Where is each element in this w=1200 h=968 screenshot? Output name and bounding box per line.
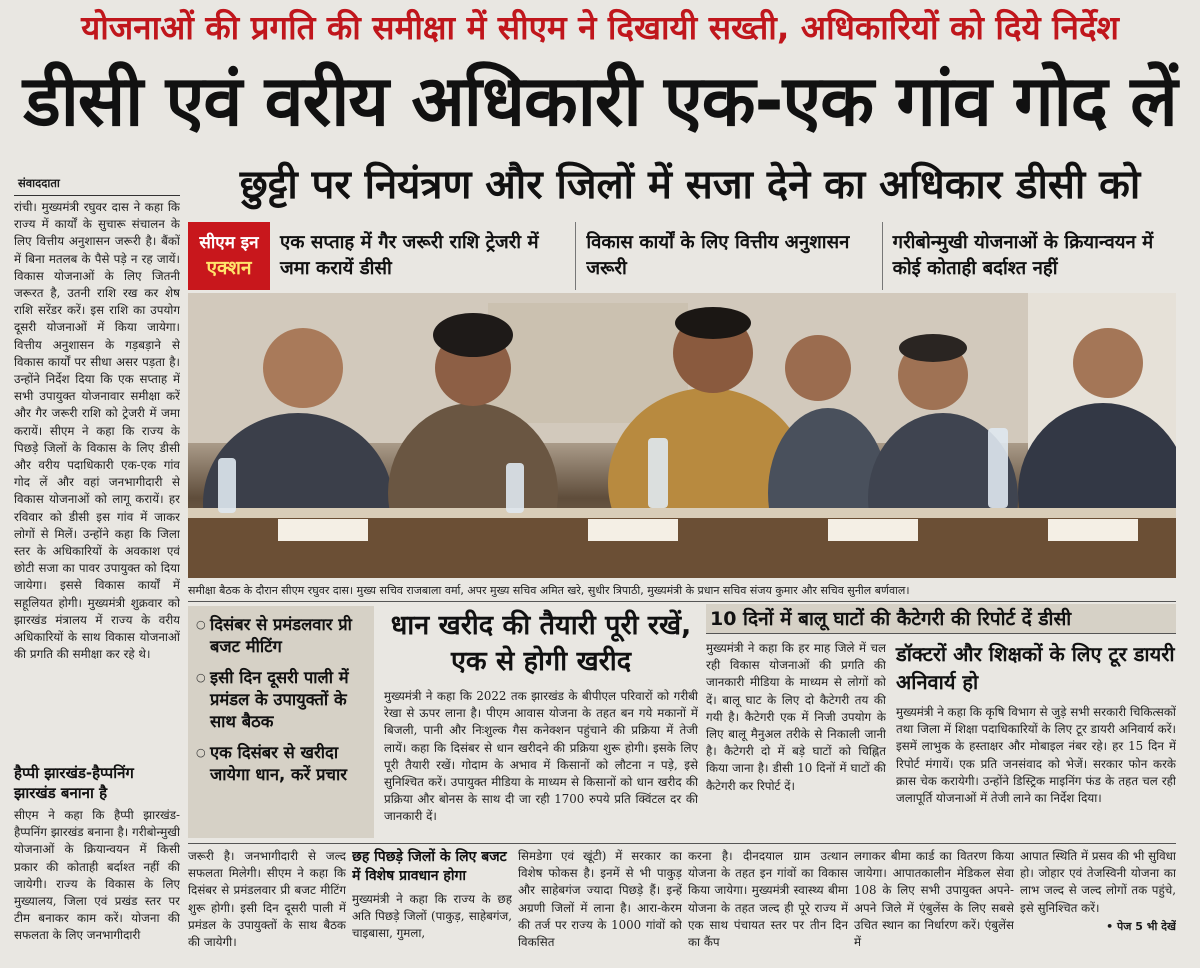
meeting-photo [188, 293, 1176, 578]
tour-diary-headline: डॉक्टरों और शिक्षकों के लिए टूर डायरी अनिवार्य हो [896, 642, 1175, 694]
left-column [14, 176, 180, 968]
tour-diary-body: मुख्यमंत्री ने कहा कि कृषि विभाग से जुड़े सभी सरकारी चिकित्सकों तथा जिला में शिक्षा पदाधिकारियों के लिए टूर डायरी अनिवार्य करें। इसमें लाभुक के हस्ताक्षर और मोबाइल नंबर रहे। हर 15 दिन में रिपोर्ट मंगायें। एक प्रति जनसंवाद को भेजें। सरकार फोन करके क्रास चेक करायेगी। उन्होंने डिस्ट्रिक माइनिंग फंड के तहत चल रही जलापूर्ति योजनाओं में तेजी लाने का निर्देश दिया। [896, 705, 1176, 806]
continued-column-3: सिमडेगा एवं खूंटी) में सरकार का विशेष फोकस है। इनमें से भी पाकुड़ और साहेबगंज ज्यादा पिछड़े हैं। इन्हें अग्रणी जिलों में लाना है। आरा-केरम की तर्ज पर राज्य के 1000 गांवों को विकसित [518, 849, 682, 950]
highlights-box [188, 606, 374, 838]
sand-ghat-body: मुख्यमंत्री ने कहा कि हर माह जिले में चल रही विकास योजनाओं की प्रगति की जानकारी मीडिया के माध्यम से लोगों को दें। बालू घाट के लिए दो कैटेगरी तय की गयी है। कैटेगरी एक में निजी उपयोग के लिए बालू मैनुअल तरीके से निकाली जानी है। कैटेगरी दो में बड़े घाटों को चिह्नित किया जाना है। डीसी 10 दिनों में घाटों की कैटेगरी कर रिपोर्ट दें। [706, 641, 886, 793]
action-point-2: विकास कार्यों के लिए वित्तीय अनुशासन जरूरी [576, 222, 882, 290]
continued-column-4: करना है। दीनदयाल ग्राम उत्थान योजना के तहत इन गांवों का विकास किया जायेगा। मुख्यमंत्री स्वास्थ्य बीमा योजना के तहत जल्द ही पूरे राज्य में एक साथ पंचायत स्तर पर तीन दिन का कैंप [688, 849, 848, 950]
highlight-item: ○ दिसंबर से प्रमंडलवार प्री बजट मीटिंग [196, 614, 366, 658]
final-column-body: आपात स्थिति में प्रसव की भी सुविधा हो। जोहार एवं तेजस्विनी योजना का लाभ जल्द से जल्द लोगों तक पहुंचे, इसे सुनिश्चित करें। [1020, 849, 1176, 915]
main-headline: डीसी एवं वरीय अधिकारी एक-एक गांव गोद लें [23, 60, 1177, 142]
backward-districts-story [352, 848, 512, 964]
highlight-item: ○ इसी दिन दूसरी पाली में प्रमंडल के उपायुक्तों के साथ बैठक [196, 667, 366, 733]
continued-column-5: लगाकर बीमा कार्ड का वितरण किया जायेगा। आपातकालीन मेडिकल सेवा 108 के लिए सभी उपायुक्त अपने-अपने जिले में एंबुलेंस के लिए सबसे उचित स्थान का निर्धारण करें। एंबुलेंस में [854, 849, 1014, 950]
paddy-story-headline: धान खरीद की तैयारी पूरी रखें, एक से होगी खरीद [390, 610, 692, 677]
continued-column-1: जरूरी है। जनभागीदारी से जल्द सफलता मिलेगी। सीएम ने कहा कि दिसंबर से प्रमंडलवार प्री बजट मीटिंग शुरू होगी। इसी दिन दूसरी पाली में प्रमंडल के उपायुक्तों के साथ बैठक की जायेगी। [188, 849, 346, 950]
meeting-photo-illustration [188, 293, 1176, 578]
bottom-divider [188, 843, 1176, 844]
backward-districts-body: मुख्यमंत्री ने कहा कि राज्य के छह अति पिछड़े जिलों (पाकुड़, साहेबगंज, चाइबासा, गुमला, [352, 892, 512, 941]
side-article-headline: हैप्पी झारखंड-हैप्पनिंग झारखंड बनाना है [14, 764, 134, 802]
backward-districts-headline: छह पिछड़े जिलों के लिए बजट में विशेष प्रावधान होगा [352, 849, 507, 884]
continued-column-6 [1020, 848, 1176, 964]
byline: संवाददाता [18, 176, 60, 190]
photo-caption: समीक्षा बैठक के दौरान सीएम रघुवर दास। मुख्य सचिव राजबाला वर्मा, अपर मुख्य सचिव अमित खरे, सुधीर त्रिपाठी, मुख्यमंत्री के प्रधान सचिव संजय कुमार और सचिव सुनील बर्णवाल। [188, 580, 1176, 602]
kicker-headline: योजनाओं की प्रगति की समीक्षा में सीएम ने दिखायी सख्ती, अधिकारियों को दिये निर्देश [81, 7, 1119, 47]
action-point-1: एक सप्ताह में गैर जरूरी राशि ट्रेजरी में जमा करायें डीसी [270, 222, 576, 290]
page-jump-link[interactable]: • पेज 5 भी देखें [1106, 919, 1176, 933]
subheadline: छुट्टी पर नियंत्रण और जिलों में सजा देने का अधिकार डीसी को [239, 161, 1141, 208]
badge-line-1: सीएम इन [199, 233, 259, 253]
side-article-body: सीएम ने कहा कि हैप्पी झारखंड-हैप्पनिंग झारखंड बनाना है। गरीबोन्मुखी योजनाओं के क्रियान्वयन में किसी प्रकार की कोताही बर्दाश्त नहीं की जायेगी। राज्य के विकास के लिए मुख्यालय, जिला एवं प्रखंड स्तर पर टीम बनाकर काम करें। योजना की सफलता के लिए जनभागीदारी [14, 808, 180, 943]
highlight-item: ○ एक दिसंबर से खरीदा जायेगा धान, करें प्रचार [196, 742, 366, 786]
badge-line-2: एक्शन [206, 257, 252, 279]
action-point-3: गरीबोन्मुखी योजनाओं के क्रियान्वयन में कोई कोताही बर्दाश्त नहीं [892, 232, 1154, 279]
sand-ghat-headline: 10 दिनों में बालू घाटों की कैटेगरी की रिपोर्ट दें डीसी [706, 604, 1176, 634]
lead-article-body: रांची। मुख्यमंत्री रघुवर दास ने कहा कि राज्य में कार्यों के सुचारू संचालन के लिए वित्तीय अनुशासन जरूरी है। बैंकों में बिना मतलब के पैसे पड़े न रह जायें। विकास योजनाओं के लिए जितनी जरूरत है, उतनी राशि रख कर शेष राशि सरेंडर करें। इस राशि का उपयोग दूसरी योजनाओं में किया जायेगा। वित्तीय अनुशासन के गड़बड़ाने से विकास कार्यों पर सीधा असर पड़ता है। उन्होंने निर्देश दिया कि एक सप्ताह में सभी उपायुक्त योजनावार समीक्षा करें और गैर जरूरी राशि को ट्रेजरी में जमा करायें। सीएम ने कहा कि राज्य के पिछड़े जिलों के विकास के लिए डीसी और वरीय पदाधिकारी एक-एक गांव गोद लें और वहां जनभागीदारी से विकास योजनाओं को लागू करायें। हर रविवार को डीसी इस गांव में जाकर लोगों से मिलें। उन्होंने कहा कि जिला स्तर के अधिकारियों के अवकाश एवं छोटी सजा का पावर उपायुक्त को दिया जायेगा। इससे विकास कार्यों में सहूलियत होगी। मुख्यमंत्री शुक्रवार को झारखंड मंत्रालय में राज्य के वरीय अधिकारियों के साथ विकास योजनाओं की प्रगति की समीक्षा कर रहे थे। [14, 195, 180, 755]
cm-in-action-strip [188, 222, 1188, 290]
cm-in-action-badge [188, 222, 270, 290]
paddy-story-body: मुख्यमंत्री ने कहा कि 2022 तक झारखंड के बीपीएल परिवारों को गरीबी रेखा से ऊपर लाना है। पीएम आवास योजना के तहत बन गये मकानों में बिजली, पानी और निःशुल्क गैस कनेक्शन पहुंचाने की प्रक्रिया में तेजी लायें। कहा कि दिसंबर से धान खरीदने की प्रक्रिया शुरू होगी। इसके लिए पूरी तैयारी रखें। गोदाम के अभाव में किसानों को लौटना न पड़े, इसे सुनिश्चित करें। उपायुक्त मीडिया के माध्यम से किसानों को धान खरीद की प्रक्रिया और बोनस के साथ दी जा रही 1700 रुपये प्रति क्विंटल दर की जानकारी दें। [384, 689, 698, 824]
